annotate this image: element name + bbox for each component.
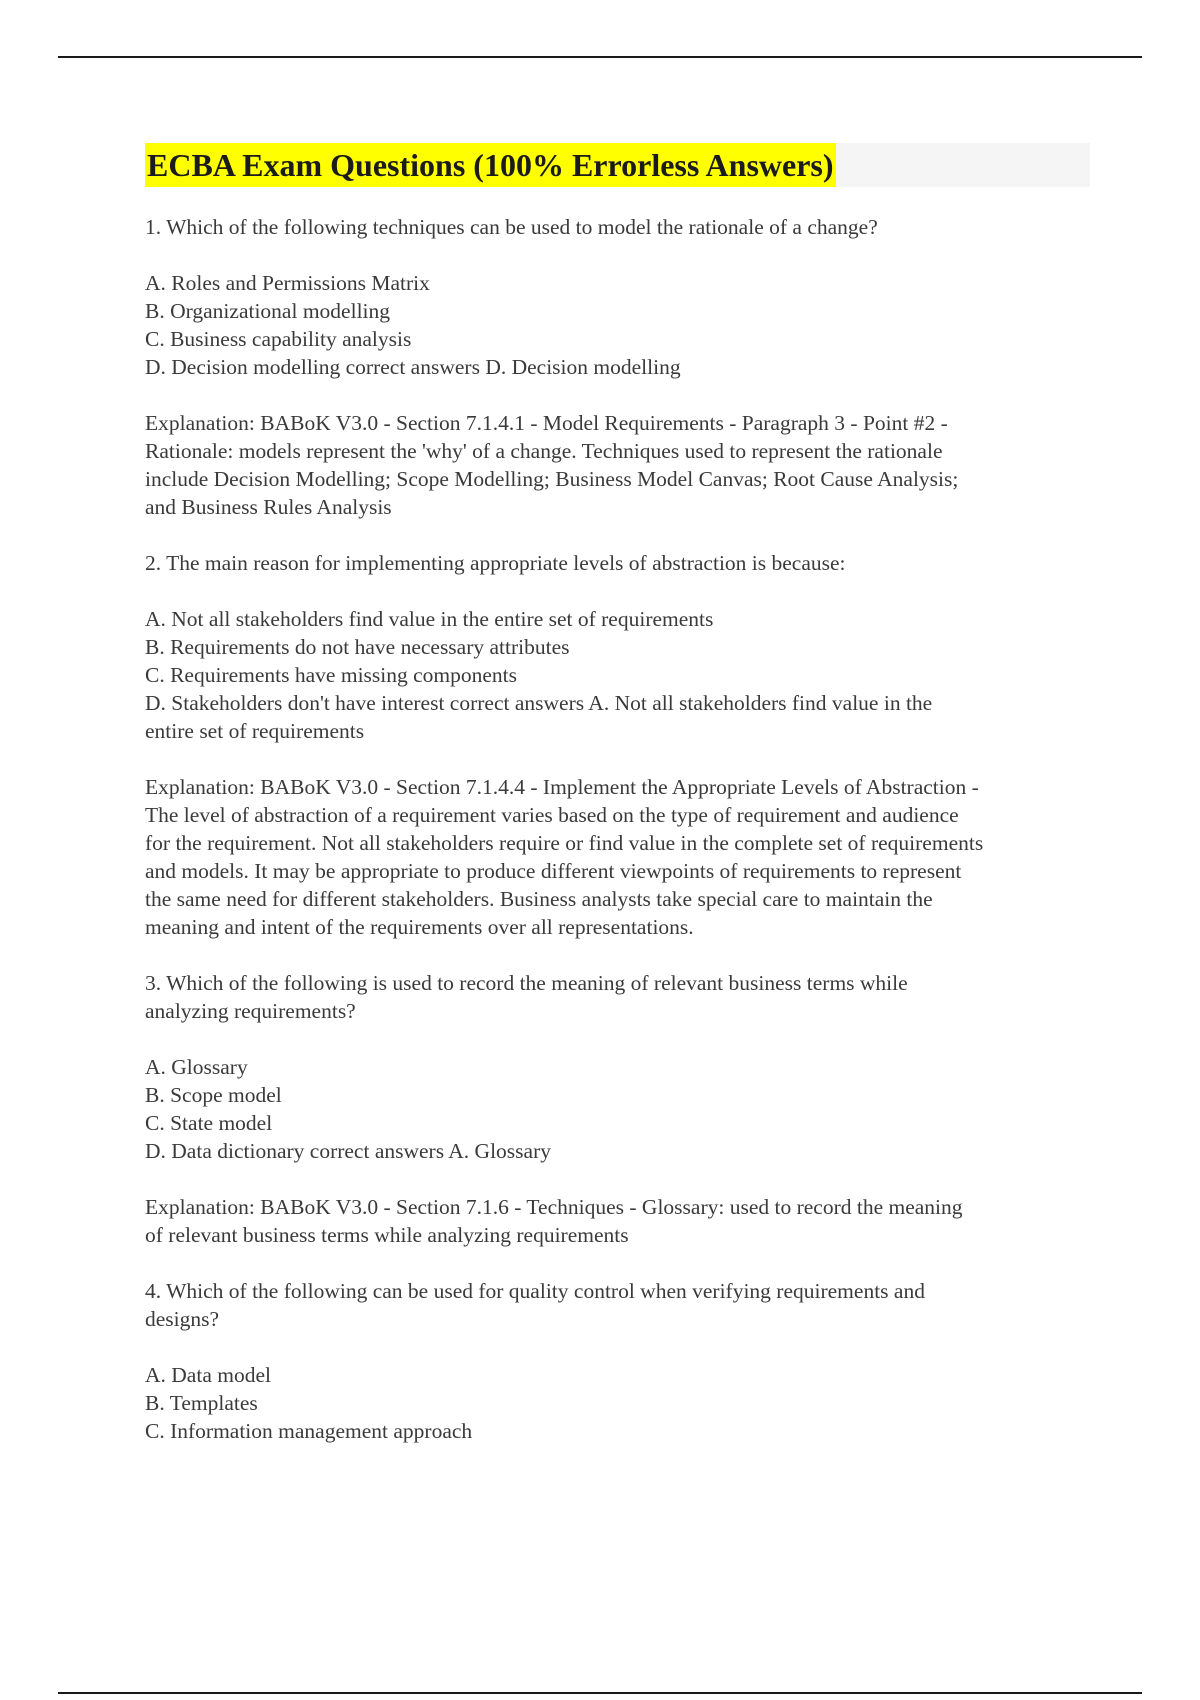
explanation-line: The level of abstraction of a requirement varies based on the type of requirement and audience	[145, 803, 959, 827]
question-line: 2. The main reason for implementing appropriate levels of abstraction is because:	[145, 551, 846, 575]
question-line: designs?	[145, 1307, 220, 1331]
explanation	[145, 1193, 1090, 1249]
top-rule	[58, 56, 1142, 58]
option-line: A. Data model	[145, 1363, 271, 1387]
option-line: A. Not all stakeholders find value in the entire set of requirements	[145, 607, 714, 631]
explanation	[145, 773, 1090, 941]
option-line: C. State model	[145, 1111, 273, 1135]
title-bar	[145, 143, 1090, 187]
question-block	[145, 969, 1090, 1249]
option-line: C. Information management approach	[145, 1419, 473, 1443]
question-line: analyzing requirements?	[145, 999, 356, 1023]
explanation-line: Explanation: BABoK V3.0 - Section 7.1.6 - Techniques - Glossary: used to record the meaning	[145, 1195, 963, 1219]
explanation-line: the same need for different stakeholders. Business analysts take special care to maintain the	[145, 887, 933, 911]
question-text	[145, 549, 1090, 577]
option-line: A. Glossary	[145, 1055, 248, 1079]
answer-options	[145, 1361, 1090, 1445]
explanation-line: Rationale: models represent the 'why' of a change. Techniques used to represent the rationale	[145, 439, 943, 463]
question-line: 1. Which of the following techniques can be used to model the rationale of a change?	[145, 215, 878, 239]
question-text	[145, 969, 1090, 1025]
question-line: 3. Which of the following is used to record the meaning of relevant business terms while	[145, 971, 908, 995]
answer-options	[145, 1053, 1090, 1165]
explanation-line: include Decision Modelling; Scope Modelling; Business Model Canvas; Root Cause Analysis;	[145, 467, 959, 491]
explanation-line: for the requirement. Not all stakeholders require or find value in the complete set of requirements	[145, 831, 984, 855]
explanation-line: Explanation: BABoK V3.0 - Section 7.1.4.1 - Model Requirements - Paragraph 3 - Point #2 -	[145, 411, 948, 435]
answer-options	[145, 269, 1090, 381]
explanation-line: meaning and intent of the requirements over all representations.	[145, 915, 694, 939]
answer-options	[145, 605, 1090, 745]
option-line: A. Roles and Permissions Matrix	[145, 271, 430, 295]
option-line: B. Scope model	[145, 1083, 282, 1107]
explanation-line: Explanation: BABoK V3.0 - Section 7.1.4.4 - Implement the Appropriate Levels of Abstraction -	[145, 775, 979, 799]
question-text	[145, 1277, 1090, 1333]
option-line: D. Data dictionary correct answers A. Glossary	[145, 1139, 551, 1163]
option-line: D. Stakeholders don't have interest correct answers A. Not all stakeholders find value in the	[145, 691, 933, 715]
question-block	[145, 1277, 1090, 1445]
question-text	[145, 213, 1090, 241]
explanation-line: and models. It may be appropriate to produce different viewpoints of requirements to represent	[145, 859, 962, 883]
option-line: entire set of requirements	[145, 719, 365, 743]
option-line: B. Templates	[145, 1391, 258, 1415]
option-line: C. Business capability analysis	[145, 327, 412, 351]
question-block	[145, 213, 1090, 521]
option-line: B. Organizational modelling	[145, 299, 391, 323]
option-line: B. Requirements do not have necessary attributes	[145, 635, 570, 659]
question-block	[145, 549, 1090, 941]
option-line: C. Requirements have missing components	[145, 663, 518, 687]
explanation-line: and Business Rules Analysis	[145, 495, 392, 519]
bottom-rule	[58, 1692, 1142, 1694]
explanation	[145, 409, 1090, 521]
option-line: D. Decision modelling correct answers D. Decision modelling	[145, 355, 681, 379]
document-body	[145, 143, 1090, 1473]
question-line: 4. Which of the following can be used for quality control when verifying requirements and	[145, 1279, 925, 1303]
document-title: ECBA Exam Questions (100% Errorless Answers)	[145, 143, 836, 187]
explanation-line: of relevant business terms while analyzing requirements	[145, 1223, 629, 1247]
